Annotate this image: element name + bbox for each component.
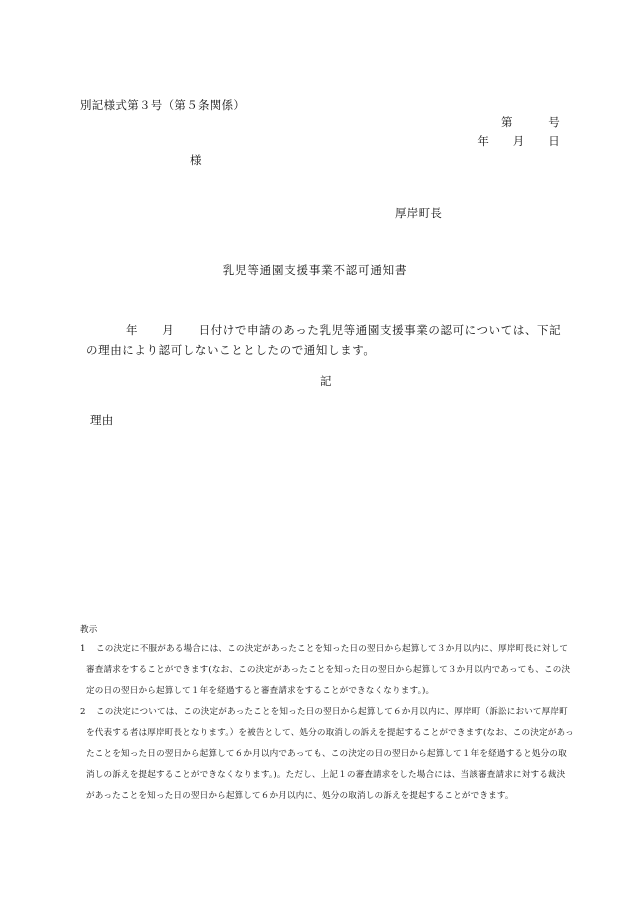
instruction-heading: 教示 [80, 625, 98, 635]
instruction-item [80, 702, 574, 807]
addressee: 様 [190, 153, 202, 167]
issuer-name: 厚岸町長 [395, 206, 443, 220]
instruction-text: この決定については、この決定があったことを知った日の翌日から起算して６か月以内に、厚岸町（訴訟において厚岸町を代表する者は厚岸町長となります。）を被告として、処分の取消しの訴えを提起することができます(なお、この決定があったことを知った日の翌日から起算して６か月以内であっても、この決定の日の翌日から起算して１年を経過すると処分の取消しの訴えを提起することができなくなります。)。ただし、上記１の審査請求をした場合には、当該審査請求に対する裁決があったことを知った日の翌日から起算して６か月以内に、処分の取消しの訴えを提起することができます。 [86, 707, 574, 801]
document-number: 第 号 [501, 115, 560, 129]
notification-paragraph [86, 320, 566, 360]
instruction-text: この決定に不服がある場合には、この決定があったことを知った日の翌日から起算して３か月以内に、厚岸町長に対して審査請求をすることができます(なお、この決定があったことを知った日の翌日から起算して３か月以内であっても、この決定の日の翌日から起算して１年を経過すると審査請求をすることができなくなります。)。 [86, 644, 571, 696]
ki-heading: 記 [320, 374, 332, 388]
notification-text: 年 月 日付けで申請のあった乳児等通園支援事業の認可については、下記の理由により認可しないこととしたので通知します。 [86, 323, 562, 357]
instruction-number: 1 [80, 644, 86, 654]
document-date: 年 月 日 [477, 134, 560, 148]
instruction-item [80, 639, 574, 702]
form-reference: 別記様式第３号（第５条関係） [80, 98, 246, 112]
document-title: 乳児等通園支援事業不認可通知書 [222, 263, 408, 277]
instruction-number: 2 [80, 707, 86, 717]
reason-label: 理由 [90, 413, 114, 427]
